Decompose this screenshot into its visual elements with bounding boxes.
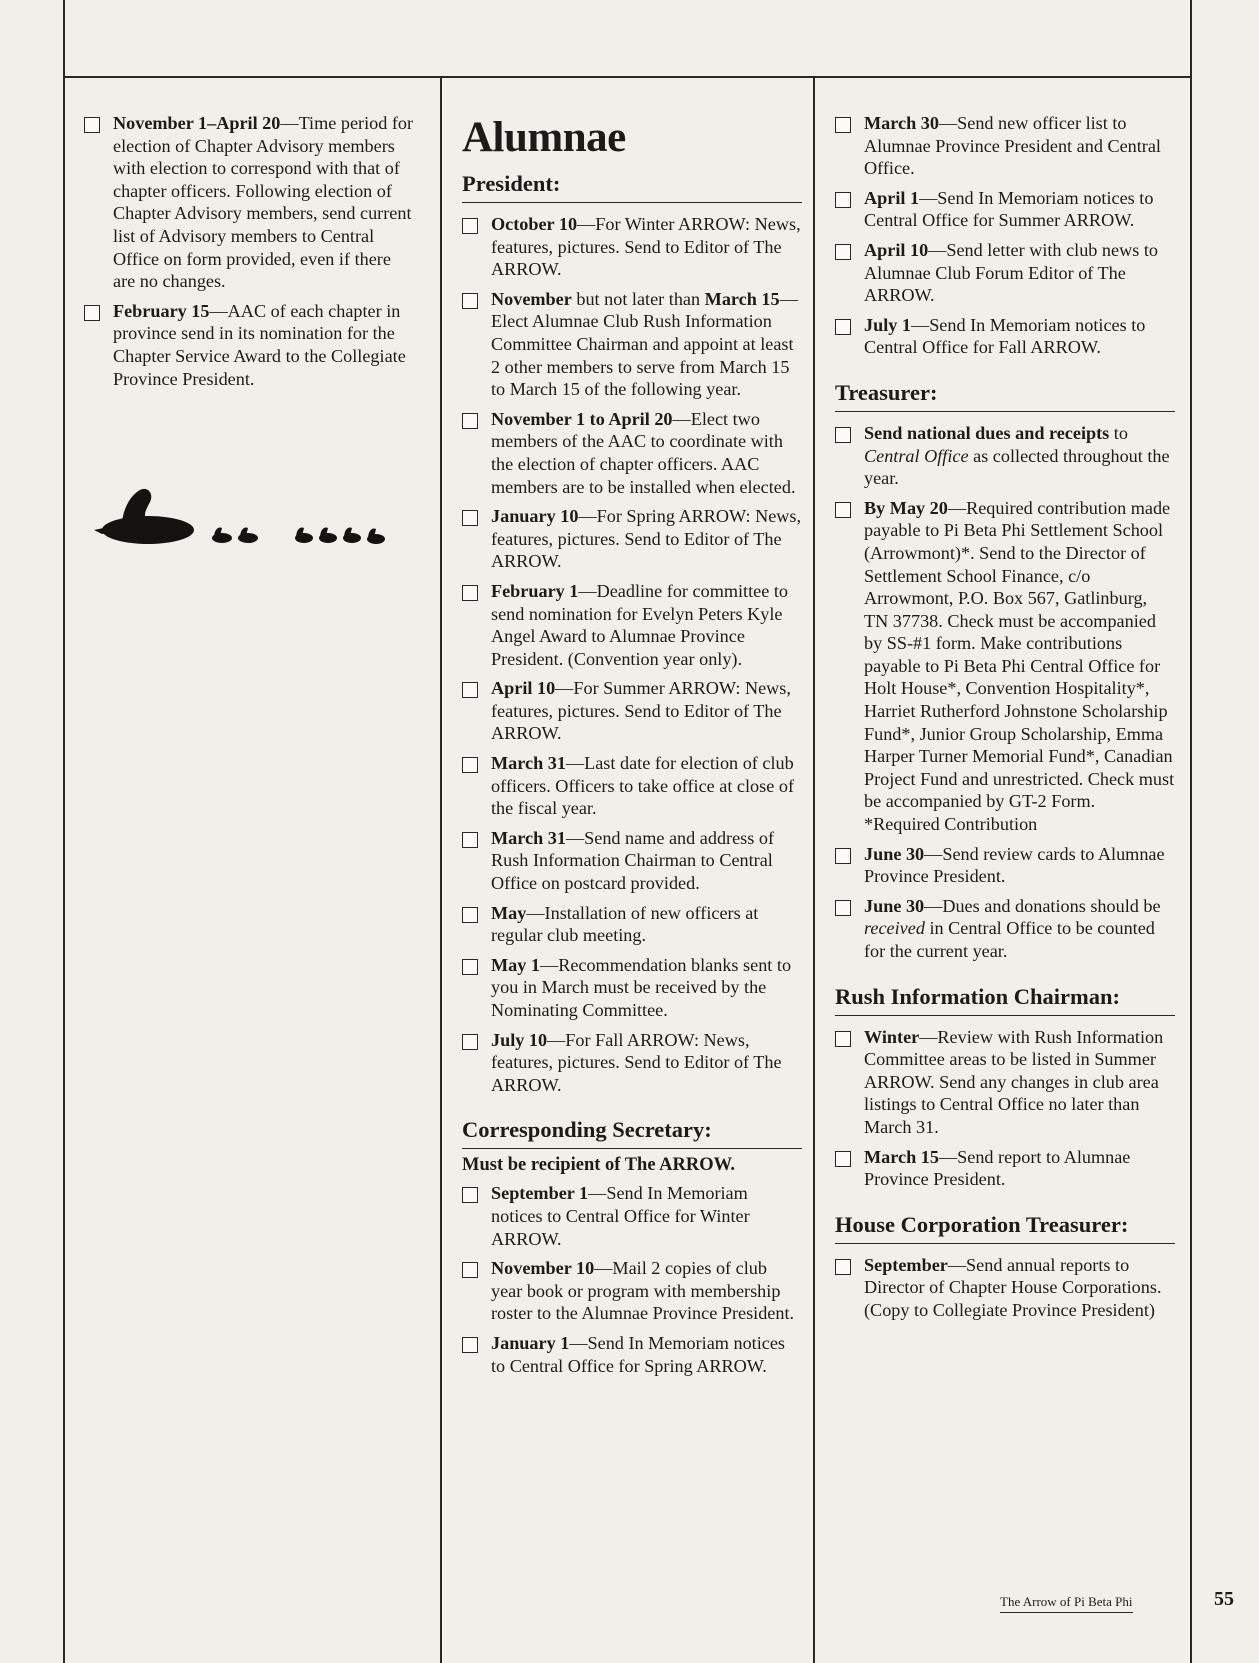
- publication-footer: The Arrow of Pi Beta Phi: [1000, 1594, 1133, 1613]
- item-date: January 1: [491, 1332, 570, 1353]
- checklist-item: [462, 1029, 802, 1097]
- checkbox[interactable]: [835, 319, 851, 335]
- checklist-item: [462, 505, 802, 573]
- item-date: April 1: [864, 187, 920, 208]
- item-text: —Elect Alumnae Club Rush Information Committee Chairman and appoint at least 2 other members to serve from March 15 to March 15 of the following year.: [491, 288, 798, 400]
- checklist-item: [462, 213, 802, 281]
- checkbox[interactable]: [835, 1031, 851, 1047]
- checkbox[interactable]: [462, 682, 478, 698]
- checkbox[interactable]: [835, 427, 851, 443]
- item-text: as collected throughout the year.: [864, 445, 1170, 489]
- item-text: —Review with Rush Information Committee areas to be listed in Summer ARROW. Send any changes in club area listings to Central Office no later than March 31.: [864, 1026, 1164, 1137]
- item-text: —Send annual reports to Director of Chapter House Corporations. (Copy to Collegiate Province President): [864, 1254, 1162, 1320]
- checkbox[interactable]: [84, 305, 100, 321]
- item-date: November 1 to April 20: [491, 408, 673, 429]
- item-text: —Dues and donations should be: [924, 895, 1161, 916]
- item-text: to: [1109, 422, 1128, 443]
- checklist-item: [462, 1257, 802, 1325]
- checkbox[interactable]: [462, 218, 478, 234]
- checklist-item: [835, 497, 1175, 836]
- column-collegiate: [84, 112, 414, 397]
- item-text: —Send letter with club news to Alumnae Club Forum Editor of The ARROW.: [864, 239, 1159, 306]
- checklist-item: [462, 827, 802, 895]
- item-text: —For Spring ARROW: News, features, pictures. Send to Editor of The ARROW.: [491, 506, 802, 572]
- item-date: May 1: [491, 954, 540, 975]
- item-text: —Send In Memoriam notices to Central Office for Fall ARROW.: [864, 314, 1146, 358]
- left-margin-rule: [63, 0, 65, 1663]
- item-date: February 1: [491, 580, 579, 601]
- item-text: —For Fall ARROW: News, features, pictures. Send to Editor of The ARROW.: [491, 1029, 782, 1095]
- checkbox[interactable]: [462, 959, 478, 975]
- checkbox[interactable]: [462, 1187, 478, 1203]
- checklist-item: [835, 895, 1175, 963]
- item-text: —Elect two members of the AAC to coordinate with the election of chapter officers. AAC members are to be installed when elected.: [491, 408, 796, 497]
- item-text: —Time period for election of Chapter Advisory members with election to correspond with that of chapter officers. Following election of Chapter Advisory members, send current list of Advisory members to Central Office on form provided, even if there are no changes.: [113, 113, 414, 292]
- item-text: —AAC of each chapter in province send in its nomination for the Chapter Service Award to the Collegiate Province President.: [113, 300, 406, 389]
- item-date: Send national dues and receipts: [864, 422, 1110, 443]
- checklist-item: [835, 1026, 1175, 1139]
- checkbox[interactable]: [462, 832, 478, 848]
- checklist-item: [462, 677, 802, 745]
- item-date: January 10: [491, 506, 579, 527]
- checkbox[interactable]: [462, 510, 478, 526]
- item-text: —Mail 2 copies of club year book or program with membership roster to the Alumnae Province President.: [491, 1258, 795, 1324]
- item-date: November 1–April 20: [113, 113, 281, 133]
- item-text: —Last date for election of club officers. Officers to take office at close of the fiscal year.: [491, 753, 794, 819]
- item-date: July 10: [491, 1029, 548, 1050]
- checkbox[interactable]: [835, 1259, 851, 1275]
- item-date: April 10: [491, 678, 556, 699]
- item-text: in Central Office to be counted for the current year.: [864, 918, 1155, 961]
- checkbox[interactable]: [462, 1262, 478, 1278]
- checklist-item: [462, 902, 802, 947]
- item-date: June 30: [864, 843, 925, 864]
- checkbox[interactable]: [462, 585, 478, 601]
- checklist-item: [84, 300, 414, 390]
- item-date: Winter: [864, 1026, 920, 1047]
- item-date: October 10: [491, 214, 578, 234]
- checklist-item: [835, 112, 1175, 180]
- item-date: April 10: [864, 239, 929, 260]
- section-heading-corresponding-secretary: Corresponding Secretary:: [462, 1116, 802, 1149]
- checkbox[interactable]: [84, 117, 100, 133]
- item-text: but not later than: [571, 288, 705, 309]
- item-note: *Required Contribution: [864, 814, 1038, 835]
- duck-family-illustration: [92, 486, 418, 552]
- checklist-item: [835, 1146, 1175, 1191]
- checkbox[interactable]: [835, 1151, 851, 1167]
- checklist-item: [462, 288, 802, 401]
- checkbox[interactable]: [835, 900, 851, 916]
- item-text: —For Summer ARROW: News, features, pictures. Send to Editor of The ARROW.: [491, 678, 791, 744]
- checklist-item: [462, 954, 802, 1022]
- item-date: March 31: [491, 753, 566, 774]
- item-text: —Send In Memoriam notices to Central Office for Spring ARROW.: [491, 1332, 786, 1376]
- item-text: —Send In Memoriam notices to Central Office for Summer ARROW.: [864, 187, 1154, 231]
- item-text: —Installation of new officers at regular club meeting.: [491, 902, 759, 946]
- checklist-item: [462, 1332, 802, 1377]
- item-text: —Deadline for committee to send nomination for Evelyn Peters Kyle Angel Award to Alumnae Province President. (Convention year only).: [491, 580, 788, 669]
- item-emphasis: Central Office: [864, 445, 969, 466]
- section-heading-president: President:: [462, 170, 802, 203]
- checkbox[interactable]: [835, 192, 851, 208]
- checklist-item: [462, 1182, 802, 1250]
- column-alumnae: [462, 112, 802, 1384]
- checkbox[interactable]: [462, 757, 478, 773]
- item-text: —Send report to Alumnae Province President.: [864, 1146, 1131, 1190]
- checklist-item: [462, 408, 802, 498]
- checklist-item: [835, 187, 1175, 232]
- checkbox[interactable]: [462, 413, 478, 429]
- checklist-item: [84, 112, 414, 293]
- checklist-item: [462, 752, 802, 820]
- page-title: Alumnae: [462, 114, 626, 161]
- item-date: By May 20: [864, 497, 948, 518]
- column-continued: [835, 112, 1175, 1329]
- section-heading-rush-information: Rush Information Chairman:: [835, 983, 1175, 1016]
- item-emphasis: received: [864, 918, 925, 939]
- item-date: November 10: [491, 1258, 595, 1279]
- checklist-item: [462, 580, 802, 670]
- item-date: March 15: [704, 288, 780, 309]
- checklist-item: [835, 1254, 1175, 1322]
- item-date: July 1: [864, 314, 911, 335]
- top-rule: [63, 76, 1192, 78]
- item-date: March 31: [491, 827, 566, 848]
- item-text: —Send review cards to Alumnae Province President.: [864, 843, 1165, 887]
- checkbox[interactable]: [462, 1337, 478, 1353]
- checkbox[interactable]: [462, 1034, 478, 1050]
- item-date: March 30: [864, 113, 939, 133]
- item-date: September: [864, 1254, 948, 1275]
- item-text: —Send name and address of Rush Information Chairman to Central Office on postcard provided.: [491, 827, 775, 894]
- right-margin-rule: [1190, 0, 1192, 1663]
- item-date: March 15: [864, 1146, 939, 1167]
- item-date: November: [491, 288, 572, 309]
- checklist-item: [835, 422, 1175, 490]
- item-text: —Recommendation blanks sent to you in March must be received by the Nominating Committee.: [491, 954, 792, 1020]
- item-date: February 15: [113, 300, 210, 321]
- checklist-item: [835, 239, 1175, 307]
- item-text: —Required contribution made payable to Pi Beta Phi Settlement School (Arrowmont)*. Send to the Director of Settlement School Finance, c/o Arrowmont, P.O. Box 567, Gatlinburg, TN 37738. Check must be accompanied by SS-#1 form. Make contributions payable to Pi Beta Phi Central Office for Holt House*, Convention Hospitality*, Harriet Rutherford Johnstone Scholarship Fund*, Junior Group Scholarship, Emma Harper Turner Memorial Fund*, Canadian Project Fund and unrestricted. Check must be accompanied by GT-2 Form.: [864, 497, 1175, 812]
- checkbox[interactable]: [835, 244, 851, 260]
- item-text: —Send new officer list to Alumnae Province President and Central Office.: [864, 113, 1161, 179]
- checkbox[interactable]: [835, 848, 851, 864]
- checklist-item: [835, 314, 1175, 359]
- page-number: 55: [1214, 1588, 1234, 1610]
- item-date: June 30: [864, 895, 925, 916]
- checkbox[interactable]: [835, 502, 851, 518]
- column-divider-1: [440, 76, 442, 1663]
- item-text: —Send In Memoriam notices to Central Office for Winter ARROW.: [491, 1183, 750, 1249]
- checklist-item: [835, 843, 1175, 888]
- checkbox[interactable]: [835, 117, 851, 133]
- checkbox[interactable]: [462, 293, 478, 309]
- section-heading-treasurer: Treasurer:: [835, 379, 1175, 412]
- section-heading-house-corporation: House Corporation Treasurer:: [835, 1211, 1175, 1244]
- section-subheading: Must be recipient of The ARROW.: [462, 1155, 736, 1176]
- checkbox[interactable]: [462, 907, 478, 923]
- item-date: May: [491, 902, 527, 923]
- column-divider-2: [813, 76, 815, 1663]
- item-text: —For Winter ARROW: News, features, pictures. Send to Editor of The ARROW.: [491, 214, 801, 280]
- item-date: September 1: [491, 1183, 589, 1204]
